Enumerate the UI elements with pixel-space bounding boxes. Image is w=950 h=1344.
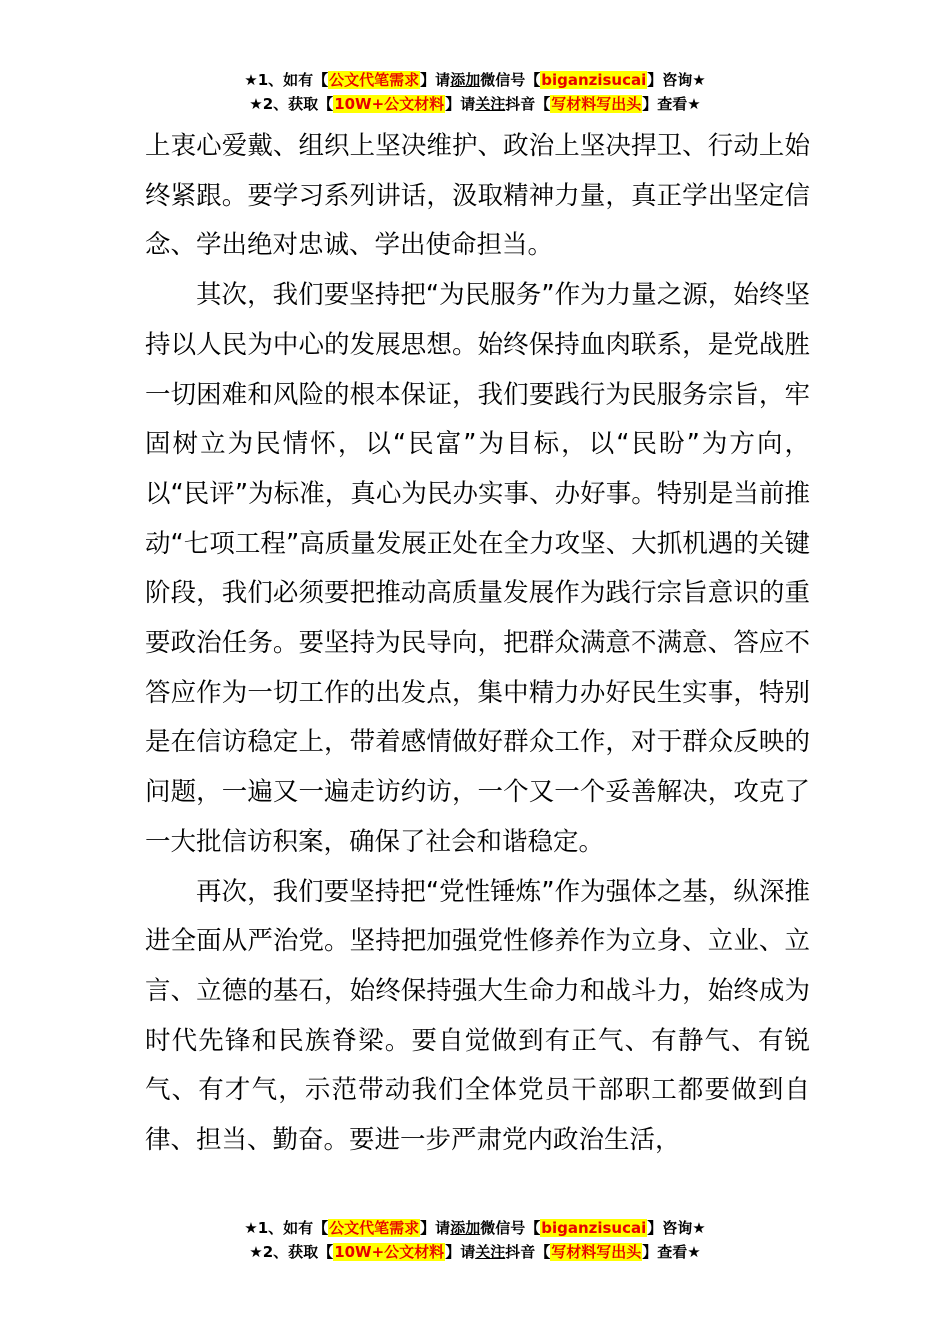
banner-text: 抖音【 [505, 95, 551, 113]
banner-text: 微信号【 [480, 71, 541, 89]
banner-line-1 [0, 1216, 950, 1240]
banner-text: 微信号【 [480, 1219, 541, 1237]
footer-banner [0, 1216, 950, 1264]
douyin-account: 写材料写出头 [551, 95, 642, 113]
underlined-text: 关注 [475, 95, 506, 113]
highlight-text: 公文代笔需求 [329, 71, 420, 89]
underlined-text: 添加 [450, 71, 481, 89]
header-banner [0, 68, 950, 116]
banner-text: 】请 [445, 1243, 476, 1261]
banner-text: 】请 [420, 1219, 451, 1237]
douyin-account: 写材料写出头 [551, 1243, 642, 1261]
paragraph-continued: 上衷心爱戴、组织上坚决维护、政治上坚决捍卫、行动上始终紧跟。要学习系列讲话，汲取精神力量，真正学出坚定信念、学出绝对忠诚、学出使命担当。 [145, 131, 810, 261]
banner-text: 】咨询★ [647, 1219, 706, 1237]
banner-line-2 [0, 1240, 950, 1264]
banner-text: 】请 [420, 71, 451, 89]
paragraph-second: 其次，我们要坚持把“为民服务”作为力量之源，始终坚持以人民为中心的发展思想。始终保持血肉联系，是党战胜一切困难和风险的根本保证，我们要践行为民服务宗旨，牢固树立为民情怀，以“民富”为目标，以“民盼”为方向，以“民评”为标准，真心为民办实事、办好事。特别是当前推动“七项工程”高质量发展正处在全力攻坚、大抓机遇的关键阶段，我们必须要把推动高质量发展作为践行宗旨意识的重要政治任务。要坚持为民导向，把群众满意不满意、答应不答应作为一切工作的出发点，集中精力办好民生实事，特别是在信访稳定上，带着感情做好群众工作，对于群众反映的问题，一遍又一遍走访约访，一个又一个妥善解决，攻克了一大批信访积案，确保了社会和谐稳定。 [145, 280, 810, 857]
banner-text: ★1、如有【 [244, 1219, 329, 1237]
banner-text: ★1、如有【 [244, 71, 329, 89]
banner-text: ★2、获取【 [249, 95, 334, 113]
banner-text: 抖音【 [505, 1243, 551, 1261]
wechat-id: biganzisucai [541, 1219, 647, 1237]
highlight-text: 10W+公文材料 [334, 1243, 445, 1261]
banner-text: 】查看★ [642, 95, 701, 113]
banner-line-2 [0, 92, 950, 116]
banner-text: 】请 [445, 95, 476, 113]
underlined-text: 添加 [450, 1219, 481, 1237]
document-body [145, 122, 810, 1166]
banner-line-1 [0, 68, 950, 92]
highlight-text: 10W+公文材料 [334, 95, 445, 113]
banner-text: ★2、获取【 [249, 1243, 334, 1261]
banner-text: 】咨询★ [647, 71, 706, 89]
banner-text: 】查看★ [642, 1243, 701, 1261]
highlight-text: 公文代笔需求 [329, 1219, 420, 1237]
paragraph-third: 再次，我们要坚持把“党性锤炼”作为强体之基，纵深推进全面从严治党。坚持把加强党性修养作为立身、立业、立言、立德的基石，始终保持强大生命力和战斗力，始终成为时代先锋和民族脊梁。要自觉做到有正气、有静气、有锐气、有才气，示范带动我们全体党员干部职工都要做到自律、担当、勤奋。要进一步严肃党内政治生活， [145, 876, 810, 1156]
underlined-text: 关注 [475, 1243, 506, 1261]
wechat-id: biganzisucai [541, 71, 647, 89]
